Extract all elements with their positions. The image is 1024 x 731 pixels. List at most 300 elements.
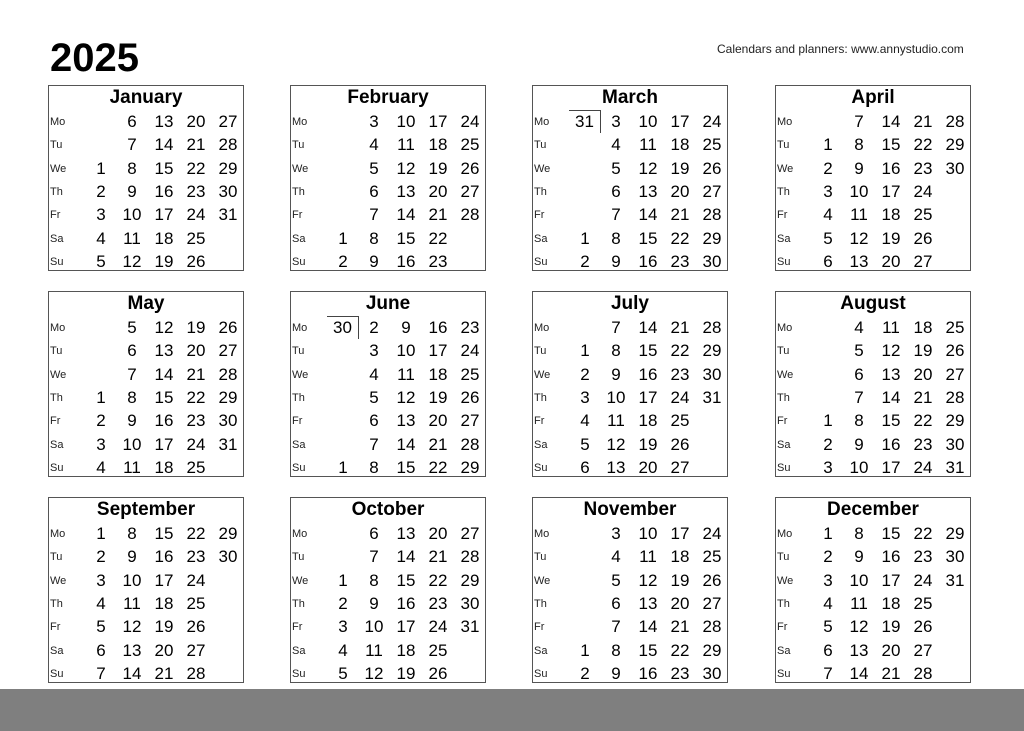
day-cell: 20 [670,593,690,613]
day-cell: 18 [881,593,901,613]
day-cell: 25 [702,135,722,155]
day-cell: 17 [670,524,690,543]
day-name: Tu [50,551,63,564]
day-cell: 22 [186,158,206,178]
day-cell: 25 [186,593,206,613]
day-cell: 3 [369,341,379,361]
day-cell: 2 [338,251,348,271]
day-cell: 3 [96,434,106,454]
day-cell: 24 [702,112,722,131]
day-name: Fr [292,209,303,222]
day-name: Th [50,185,63,198]
day-cell: 5 [580,434,590,454]
week-row [49,157,243,180]
day-cell: 13 [396,524,416,543]
day-cell: 8 [369,457,379,477]
day-name: Mo [292,528,308,540]
day-cell: 24 [702,524,722,543]
day-cell: 31 [702,387,722,407]
day-cell: 6 [369,411,379,431]
day-cell: 12 [881,341,901,361]
day-cell: 31 [218,205,238,225]
day-cell: 4 [96,457,106,477]
day-name: Sa [777,438,791,451]
month-november [532,497,728,683]
day-cell: 15 [881,411,901,431]
week-row [776,569,970,592]
day-cell: 2 [369,318,379,337]
day-cell: 20 [428,181,448,201]
day-cell: 25 [186,457,206,477]
day-cell: 23 [186,181,206,201]
day-name: Th [292,597,305,610]
day-cell: 20 [428,524,448,543]
day-cell: 15 [638,228,658,248]
month-july [532,291,728,477]
day-cell: 18 [396,640,416,660]
day-cell: 11 [365,640,383,660]
day-cell: 28 [945,112,965,131]
day-cell: 22 [428,228,448,248]
day-cell: 21 [670,205,690,225]
day-cell: 29 [702,228,722,248]
week-row [533,592,727,615]
day-cell: 13 [638,181,658,201]
day-cell: 12 [606,434,626,454]
day-cell: 10 [606,387,626,407]
day-cell: 1 [580,228,590,248]
day-cell: 14 [638,205,658,225]
day-cell: 2 [580,663,590,683]
day-cell: 23 [670,364,690,384]
day-name: Tu [292,551,305,564]
day-cell: 1 [823,135,833,155]
week-row [291,386,485,409]
week-row [291,180,485,203]
week-row [49,615,243,638]
day-cell: 10 [122,434,142,454]
day-cell: 12 [396,387,416,407]
week-row [533,639,727,662]
day-cell: 9 [401,318,411,337]
day-cell: 18 [913,318,933,337]
day-name: Tu [292,139,305,152]
day-cell: 17 [670,112,690,131]
day-cell: 11 [850,593,868,613]
day-name: Mo [534,116,550,128]
day-cell: 18 [154,457,174,477]
day-name: Fr [50,415,61,428]
week-row [776,227,970,250]
day-cell: 23 [670,663,690,683]
day-cell: 30 [218,411,238,431]
day-cell: 4 [854,318,864,337]
day-name: Su [50,461,64,474]
day-name: Tu [50,345,63,358]
day-cell: 12 [638,570,658,590]
day-cell: 5 [127,318,137,337]
day-cell: 7 [369,434,379,454]
day-cell: 4 [823,593,833,613]
day-name: Fr [534,209,545,222]
week-row [49,662,243,685]
day-cell: 25 [913,205,933,225]
day-cell: 26 [460,158,480,178]
day-cell: 20 [881,251,901,271]
day-cell: 27 [702,593,722,613]
week-row [49,433,243,456]
day-cell: 4 [369,135,379,155]
day-cell: 13 [122,640,142,660]
day-name: Tu [777,551,790,564]
day-cell: 16 [881,158,901,178]
day-name: We [50,574,67,587]
day-cell: 16 [154,411,174,431]
day-cell: 4 [369,364,379,384]
week-row [533,250,727,273]
day-cell: 8 [611,640,621,660]
month-december [775,497,971,683]
day-cell: 23 [186,547,206,567]
day-cell: 21 [881,663,901,683]
week-row [291,456,485,479]
week-row [291,227,485,250]
day-cell: 24 [428,617,448,637]
day-cell: 29 [218,524,238,543]
day-cell: 26 [218,318,238,337]
week-row [776,409,970,432]
day-cell: 6 [611,593,621,613]
day-cell: 12 [638,158,658,178]
day-cell: 27 [913,640,933,660]
day-cell: 30 [702,663,722,683]
month-january [48,85,244,271]
day-cell: 23 [460,318,480,337]
day-cell: 24 [670,387,690,407]
day-cell: 27 [945,364,965,384]
day-cell: 14 [396,205,416,225]
day-cell: 7 [854,387,864,407]
day-name: Su [292,255,306,268]
day-name: Th [534,185,547,198]
day-name: We [50,162,67,175]
week-row [776,592,970,615]
day-cell: 7 [369,547,379,567]
day-cell: 10 [364,617,384,637]
week-row [776,639,970,662]
day-cell: 18 [154,228,174,248]
day-name: Sa [50,438,64,451]
day-cell: 19 [428,387,448,407]
day-cell: 13 [154,112,174,131]
day-cell: 6 [823,640,833,660]
day-name: Fr [292,415,303,428]
day-cell: 11 [123,457,141,477]
day-cell: 18 [638,411,658,431]
day-cell: 23 [428,251,448,271]
day-cell: 24 [460,112,480,131]
week-row [291,157,485,180]
week-row [49,569,243,592]
day-cell: 9 [369,593,379,613]
day-cell: 13 [849,640,869,660]
month-october [290,497,486,683]
day-cell: 19 [154,251,174,271]
day-cell: 1 [580,341,590,361]
day-cell: 13 [396,411,416,431]
day-cell: 26 [670,434,690,454]
day-cell: 3 [580,387,590,407]
day-cell: 29 [702,640,722,660]
day-cell: 11 [397,364,415,384]
day-cell: 26 [186,251,206,271]
day-name: Sa [50,232,64,245]
day-cell: 7 [611,617,621,637]
day-cell: 17 [154,205,174,225]
week-row [291,203,485,226]
day-cell: 27 [186,640,206,660]
day-cell: 30 [945,158,965,178]
day-cell: 15 [881,135,901,155]
week-row [776,433,970,456]
day-cell: 28 [218,364,238,384]
day-cell: 28 [702,617,722,637]
day-cell: 26 [186,617,206,637]
day-cell: 6 [96,640,106,660]
day-cell: 15 [638,341,658,361]
month-name: May [127,293,165,314]
day-cell: 7 [369,205,379,225]
week-row [776,180,970,203]
day-cell: 6 [369,524,379,543]
day-cell: 13 [638,593,658,613]
day-cell: 9 [854,434,864,454]
week-row [49,203,243,226]
week-row [533,545,727,568]
day-cell: 17 [154,434,174,454]
day-cell: 12 [154,318,174,337]
week-row [291,545,485,568]
day-name: Sa [777,644,791,657]
day-cell: 8 [611,341,621,361]
day-cell: 6 [580,457,590,477]
day-cell: 22 [428,457,448,477]
day-cell: 4 [580,411,590,431]
day-cell: 29 [945,135,965,155]
day-name: Th [292,391,305,404]
day-cell: 27 [460,181,480,201]
day-cell: 21 [428,434,448,454]
week-row [776,133,970,156]
day-cell: 21 [186,364,206,384]
month-june [290,291,486,477]
month-february [290,85,486,271]
day-cell: 24 [913,570,933,590]
week-row [291,639,485,662]
day-cell: 16 [154,547,174,567]
day-cell: 21 [670,318,690,337]
day-cell: 19 [638,434,658,454]
day-cell: 3 [369,112,379,131]
day-cell: 8 [369,570,379,590]
day-cell: 11 [882,318,900,337]
day-name: Th [777,391,790,404]
day-name: Th [777,597,790,610]
day-cell: 21 [428,205,448,225]
month-august [775,291,971,477]
week-row [533,157,727,180]
month-september [48,497,244,683]
day-cell: 7 [854,112,864,131]
day-cell: 21 [670,617,690,637]
day-cell: 24 [186,205,206,225]
day-cell: 19 [670,158,690,178]
day-cell: 26 [702,158,722,178]
day-cell: 22 [670,640,690,660]
week-row [49,522,243,545]
day-name: Th [534,597,547,610]
week-row [533,456,727,479]
day-cell: 3 [823,570,833,590]
day-cell: 13 [154,341,174,361]
day-cell: 11 [123,228,141,248]
day-cell: 23 [913,158,933,178]
day-name: We [777,162,794,175]
day-cell: 25 [186,228,206,248]
week-row [291,316,485,339]
day-cell: 23 [428,593,448,613]
day-cell: 6 [611,181,621,201]
day-cell: 25 [913,593,933,613]
day-cell: 25 [460,364,480,384]
day-cell: 20 [638,457,658,477]
day-cell: 21 [913,112,933,131]
day-cell: 2 [338,593,348,613]
day-cell: 11 [607,411,625,431]
month-name: October [351,499,425,520]
day-cell: 25 [428,640,448,660]
day-cell: 29 [945,411,965,431]
day-name: Fr [777,415,788,428]
day-cell: 31 [218,434,238,454]
day-cell: 26 [913,617,933,637]
day-cell: 26 [460,387,480,407]
day-cell: 17 [396,617,416,637]
footer-bar [0,689,1024,731]
day-cell: 24 [913,457,933,477]
week-row [533,180,727,203]
day-cell: 19 [881,228,901,248]
day-cell: 1 [338,570,348,590]
day-name: Fr [777,209,788,222]
day-cell: 17 [428,341,448,361]
day-cell: 14 [154,364,174,384]
day-cell: 2 [96,547,106,567]
week-row [291,592,485,615]
day-name: Tu [777,345,790,358]
day-cell: 4 [823,205,833,225]
day-cell: 25 [670,411,690,431]
day-cell: 19 [396,663,416,683]
day-cell: 28 [913,663,933,683]
day-name: Mo [50,116,66,128]
day-cell: 31 [945,457,965,477]
day-cell: 1 [580,640,590,660]
day-cell: 1 [338,228,348,248]
day-cell: 27 [460,524,480,543]
day-name: Mo [50,528,66,540]
day-cell: 30 [218,181,238,201]
day-cell: 23 [670,251,690,271]
day-cell: 24 [460,341,480,361]
day-cell: 15 [881,524,901,543]
day-cell: 15 [396,570,416,590]
day-cell: 13 [396,181,416,201]
day-cell: 26 [428,663,448,683]
day-cell: 12 [122,251,142,271]
day-cell: 5 [854,341,864,361]
day-cell: 25 [702,547,722,567]
day-name: We [777,368,794,381]
day-cell: 16 [881,547,901,567]
day-cell: 12 [849,617,869,637]
day-name: Th [50,391,63,404]
day-cell: 20 [186,341,206,361]
day-cell: 3 [96,570,106,590]
week-row [49,316,243,339]
day-cell: 28 [460,547,480,567]
week-row [533,522,727,545]
day-cell: 14 [122,663,142,683]
day-cell: 18 [881,205,901,225]
week-row [533,133,727,156]
week-row [533,386,727,409]
day-cell: 20 [670,181,690,201]
day-cell: 9 [854,547,864,567]
day-cell: 22 [913,524,933,543]
day-name: Su [534,667,548,680]
day-name: Mo [534,528,550,540]
day-cell: 10 [849,457,869,477]
week-row [533,316,727,339]
month-name: January [109,87,183,108]
day-cell: 17 [881,181,901,201]
day-cell: 5 [369,387,379,407]
day-cell: 8 [127,158,137,178]
day-cell: 18 [428,364,448,384]
week-row [533,110,727,133]
day-cell: 19 [186,318,206,337]
day-cell: 6 [127,341,137,361]
day-cell: 9 [127,547,137,567]
week-row [49,409,243,432]
day-cell: 9 [369,251,379,271]
day-cell: 27 [670,457,690,477]
day-cell: 5 [96,617,106,637]
day-cell: 17 [881,457,901,477]
week-row [49,227,243,250]
day-cell: 6 [823,251,833,271]
day-cell: 27 [913,251,933,271]
month-name: August [840,293,906,314]
week-row [291,110,485,133]
day-cell: 12 [122,617,142,637]
day-cell: 24 [186,570,206,590]
day-cell: 30 [945,547,965,567]
day-name: Fr [50,209,61,222]
day-cell: 18 [428,135,448,155]
day-cell: 24 [913,181,933,201]
